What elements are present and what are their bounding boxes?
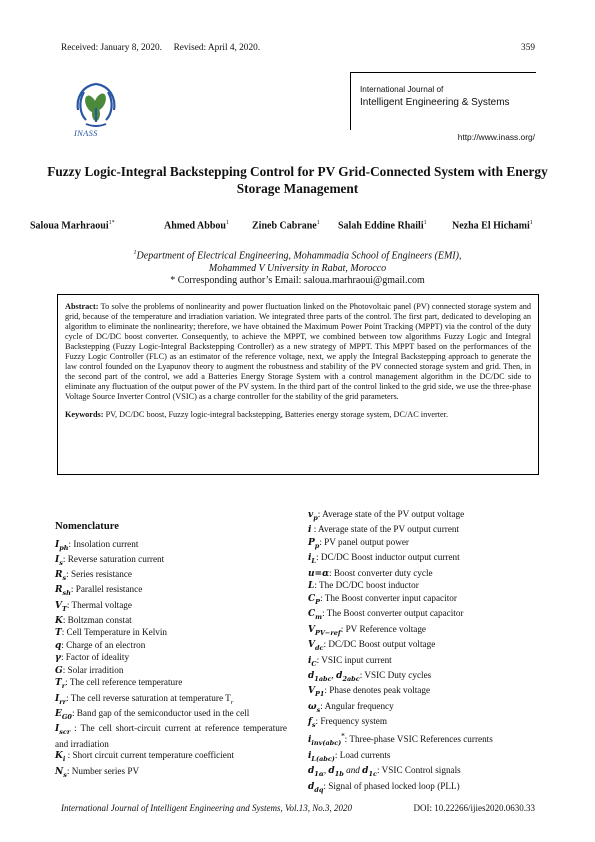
symbol: $i_L$ bbox=[308, 553, 316, 566]
symbol: $i_{L(abc)}$ bbox=[308, 750, 335, 763]
nomenclature-description: : Insolation current bbox=[68, 538, 139, 549]
symbol: G bbox=[55, 665, 63, 676]
nomenclature-description: , bbox=[331, 669, 337, 680]
symbol: $d_{2abc}$ bbox=[336, 670, 360, 683]
author-name: Saloua Marhraoui$^{1*}$ bbox=[30, 220, 115, 232]
nomenclature-description: : Load currents bbox=[334, 749, 391, 760]
affiliation-block: $^1$Department of Electrical Engineering, Mohammadia School of Engineers (EMI), Mohammed V University in Rabat, Morocco * Corresponding author’s Email: saloua.marhraoui@gmail.com bbox=[40, 247, 555, 287]
nomenclature-entry bbox=[308, 639, 544, 654]
nomenclature-entry bbox=[308, 716, 544, 731]
symbol: $I_{scr}$ bbox=[55, 724, 71, 737]
nomenclature-description: : Boltzman constat bbox=[62, 614, 132, 625]
logo-label: INASS bbox=[74, 128, 98, 138]
nomenclature-description: : Factor of ideality bbox=[60, 652, 130, 663]
nomenclature-entry bbox=[308, 593, 544, 608]
author-name: Ahmed Abbou$^1$ bbox=[164, 220, 229, 232]
nomenclature-description: : Cell Temperature in Kelvin bbox=[61, 627, 168, 638]
nomenclature-description: : Solar irradition bbox=[62, 664, 124, 675]
nomenclature-entry bbox=[308, 731, 544, 749]
nomenclature-description: : The cell reverse saturation at temperature $T_r$ bbox=[66, 692, 234, 706]
symbol: $I_{ph}$ bbox=[55, 539, 69, 552]
nomenclature-entry bbox=[55, 640, 287, 653]
nomenclature-entry bbox=[55, 627, 287, 640]
journal-name-line1: International Journal of bbox=[360, 85, 444, 94]
nomenclature-entry bbox=[55, 600, 287, 615]
symbol: $V_{PV-ref}$ bbox=[308, 624, 341, 637]
nomenclature-entry bbox=[308, 781, 544, 796]
nomenclature-description: : Boost converter duty cycle bbox=[329, 567, 433, 578]
footer-doi: DOI: 10.22266/ijies2020.0630.33 bbox=[413, 803, 535, 813]
journal-name-box bbox=[350, 72, 536, 130]
nomenclature-description: : Parallel resistance bbox=[70, 584, 143, 595]
symbol: $N_s$ bbox=[55, 766, 67, 779]
symbol: $d_{1c}$ bbox=[362, 766, 377, 779]
nomenclature-entry bbox=[55, 723, 287, 750]
nomenclature-description: : The Boost converter output capacitor bbox=[322, 608, 464, 619]
nomenclature-description: , bbox=[323, 765, 329, 776]
received-revised-dates: Received: January 8, 2020. Revised: April 4, 2020. bbox=[61, 43, 261, 53]
nomenclature-entry bbox=[308, 568, 544, 581]
abstract-label: Abstract: bbox=[65, 302, 99, 311]
nomenclature-entry bbox=[55, 677, 287, 692]
symbol: $d_{1b}$ bbox=[328, 766, 344, 779]
nomenclature-left-column bbox=[55, 521, 287, 781]
nomenclature-description: : The DC/DC boost inductor bbox=[314, 580, 419, 591]
symbol: $T_r$ bbox=[55, 678, 66, 691]
nomenclature-description: : The Boost converter input capacitor bbox=[320, 592, 457, 603]
nomenclature-description: : Angular frequency bbox=[320, 700, 394, 711]
nomenclature-entry: $d_{1\alpha}$, $d_{1b}$ and $d_{1c}$: VSIC Control signals bbox=[308, 765, 461, 779]
nomenclature-description: : Number series PV bbox=[66, 765, 140, 776]
page-number: 359 bbox=[521, 43, 535, 53]
symbol: $K_i$ bbox=[55, 751, 66, 763]
nomenclature-entry bbox=[55, 708, 287, 723]
symbol: $f_s$ bbox=[308, 717, 316, 729]
nomenclature-entry bbox=[55, 652, 287, 665]
nomenclature-entry bbox=[308, 750, 544, 765]
nomenclature-entry bbox=[308, 624, 544, 639]
nomenclature-description: : Charge of an electron bbox=[61, 639, 146, 650]
nomenclature-entry: $d_{1abc}$, $d_{2abc}$: VSIC Duty cycles bbox=[308, 669, 432, 683]
nomenclature-entry bbox=[308, 524, 544, 537]
symbol: $I_s$ bbox=[55, 554, 63, 567]
nomenclature-description: : Short circuit current temperature coefficient bbox=[65, 750, 235, 761]
nomenclature-right-column bbox=[308, 509, 544, 796]
author-name: Salah Eddine Rhaili$^1$ bbox=[338, 220, 427, 232]
corresponding-author-email: * Corresponding author’s Email: saloua.marhraoui@gmail.com bbox=[170, 274, 425, 286]
nomenclature-entry bbox=[308, 552, 544, 567]
nomenclature-entry bbox=[55, 584, 287, 599]
symbol: u=α bbox=[308, 568, 330, 579]
nomenclature-entry bbox=[308, 701, 544, 716]
nomenclature-description: : Average state of the PV output current bbox=[311, 524, 460, 535]
symbol: $E_{G0}$ bbox=[55, 709, 72, 721]
nomenclature-entry bbox=[308, 537, 544, 552]
nomenclature-description: : PV Reference voltage bbox=[340, 623, 427, 634]
author-name: Zineb Cabrane$^1$ bbox=[252, 220, 320, 232]
symbol: $i_C$ bbox=[308, 655, 317, 668]
symbol: $I_{rr}$ bbox=[55, 693, 67, 706]
symbol: $d_{dq}$ bbox=[308, 781, 324, 794]
nomenclature-entry bbox=[308, 580, 544, 593]
nomenclature-description: : Average state of the PV output voltage bbox=[317, 509, 465, 519]
nomenclature-description: : Frequency system bbox=[315, 716, 387, 727]
nomenclature-entry bbox=[55, 569, 287, 584]
symbol: $C_P$ bbox=[308, 593, 321, 606]
footer-journal-citation: International Journal of Intelligent Engineering and Systems, Vol.13, No.3, 2020 bbox=[61, 803, 352, 813]
keywords-text: PV, DC/DC boost, Fuzzy logic-integral backstepping, Batteries energy storage system, DC/AC inverter. bbox=[105, 410, 449, 420]
author-name: Nezha El Hichami$^1$ bbox=[452, 220, 533, 232]
nomenclature-entry bbox=[308, 608, 544, 623]
affiliation-line2: Mohammed V University in Rabat, Morocco bbox=[208, 262, 387, 274]
symbol: $R_s$ bbox=[55, 570, 67, 582]
symbol: $C_m$ bbox=[308, 609, 323, 622]
symbol: T bbox=[55, 628, 62, 639]
symbol: $v_p$ bbox=[308, 510, 318, 522]
nomenclature-entry bbox=[308, 655, 544, 670]
journal-name-line2: Intelligent Engineering & Systems bbox=[360, 97, 510, 108]
nomenclature-description: : Phase denotes peak voltage bbox=[324, 685, 431, 696]
journal-url-link[interactable]: http://www.inass.org/ bbox=[457, 132, 535, 142]
nomenclature-description: : Series resistance bbox=[66, 569, 132, 580]
abstract-text: To solve the problems of nonlinearity and power fluctuation linked on the Photovoltaic panel (PV) connected storage system and grid, because of the temperature and irradiation variation. We integrated three parts of the control. The first part, dedicated to developing an algorithm to eliminate the nonlinearity; therefore, we have obtained the Maximum Power Point Tracking (MPPT) via the control of the duty cycle of DC/DC boost converter. Consequently, to achieve the MPPT, we combined between tow algorithms Fuzzy Logic and Integral Backstepping (Fuzzy Logic-Integral Backstepping Controller) as a new strategy of MPPT. This MPPT based on the performances of the Fuzzy Logic Controller (FLC) as an estimator of the reference voltage, next, we apply the Integral Backstepping approach to generate the law control founded on the Lyapunov theory to augment the robustness and stability of the PV connected storage system and grid. Then, in the second part of the control, we add a Batteries Energy Storage System with a control management algorithm in the DC/DC side to eliminate any fluctuation of the output power of the PV system. In the third part of the control linked to the grid side, we use the three-phase Voltage Source Inverter Control (VSIC) as a charge controller for the stability of the grid parameters. bbox=[65, 302, 531, 402]
symbol: K bbox=[55, 615, 63, 626]
symbol: i bbox=[308, 525, 312, 536]
nomenclature-description: : Three-phase VSIC References currents bbox=[344, 734, 493, 745]
nomenclature-heading: Nomenclature bbox=[55, 521, 119, 532]
nomenclature-entry bbox=[308, 685, 544, 700]
nomenclature-description: : The cell short-circuit current at reference temperature and irradiation bbox=[55, 723, 287, 749]
nomenclature-description: : DC/DC Boost output voltage bbox=[323, 639, 436, 650]
nomenclature-entry bbox=[55, 554, 287, 569]
symbol: $d_{1\alpha}$ bbox=[308, 766, 324, 779]
symbol: $V_{dc}$ bbox=[308, 640, 324, 652]
nomenclature-entry bbox=[55, 693, 287, 708]
symbol: $V_T$ bbox=[55, 600, 67, 613]
nomenclature-description: : The cell reference temperature bbox=[65, 677, 183, 688]
keywords-label: Keywords: bbox=[65, 410, 104, 420]
nomenclature-description: : Reverse saturation current bbox=[62, 553, 165, 564]
symbol: $P_p$ bbox=[308, 537, 320, 550]
nomenclature-entry bbox=[308, 509, 544, 524]
nomenclature-description: : DC/DC Boost inductor output current bbox=[316, 552, 460, 563]
symbol: $R_{sh}$ bbox=[55, 585, 71, 598]
nomenclature-description: : VSIC input current bbox=[316, 654, 392, 665]
symbol: γ bbox=[55, 653, 61, 664]
nomenclature-description: : Signal of phased locked loop (PLL) bbox=[323, 780, 460, 791]
nomenclature-entry bbox=[55, 539, 287, 554]
symbol: $\omega_s$ bbox=[308, 701, 321, 714]
affiliation-line1: Department of Electrical Engineering, Mohammadia School of Engineers (EMI), bbox=[136, 250, 462, 262]
symbol: L bbox=[308, 581, 315, 592]
paper-title: Fuzzy Logic-Integral Backstepping Control for PV Grid-Connected System with Energy Storage Management bbox=[47, 164, 548, 196]
nomenclature-description: : Thermal voltage bbox=[66, 599, 132, 610]
nomenclature-description: : Band gap of the semiconductor used in the cell bbox=[71, 708, 250, 719]
nomenclature-description: : PV panel output power bbox=[319, 536, 409, 547]
nomenclature-entry bbox=[55, 615, 287, 628]
abstract-box bbox=[57, 294, 539, 475]
nomenclature-entry bbox=[55, 766, 287, 781]
symbol: $i_{inv(abc)}^*$ bbox=[308, 732, 345, 748]
symbol: $d_{1abc}$ bbox=[308, 670, 332, 683]
symbol: $V_{P1}$ bbox=[308, 686, 325, 699]
nomenclature-entry bbox=[55, 665, 287, 678]
symbol: q bbox=[55, 640, 62, 651]
nomenclature-entry bbox=[55, 750, 287, 765]
